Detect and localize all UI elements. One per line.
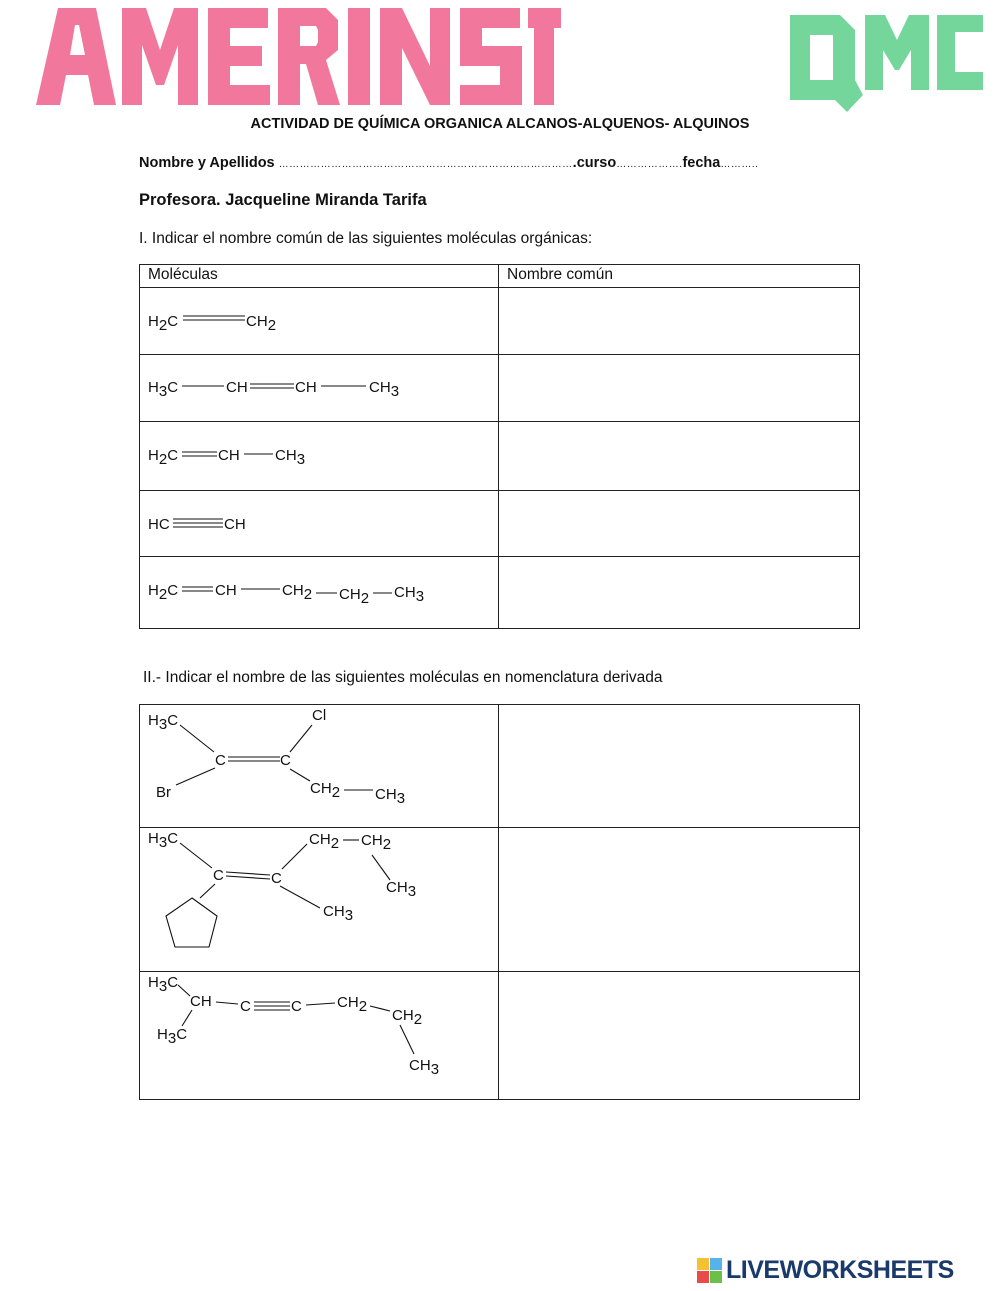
svg-text:Cl: Cl xyxy=(312,707,327,724)
molecule-cell xyxy=(140,422,499,491)
answer-cell[interactable] xyxy=(499,491,860,557)
svg-text:C: C xyxy=(240,998,251,1015)
bromo-chloro-alkene-structure xyxy=(140,705,498,827)
svg-text:CH3: CH3 xyxy=(375,786,406,807)
table-row xyxy=(140,355,860,422)
molecule-cell xyxy=(140,972,499,1100)
molecule-cell xyxy=(140,491,499,557)
col-header-common-name: Nombre común xyxy=(499,265,860,288)
svg-text:C: C xyxy=(271,870,282,887)
svg-text:CH2: CH2 xyxy=(339,586,370,607)
teacher-name: Profesora. Jacqueline Miranda Tarifa xyxy=(139,191,427,209)
answer-cell[interactable] xyxy=(499,288,860,355)
pentene-structure xyxy=(140,557,498,628)
butene-structure xyxy=(140,355,498,421)
svg-text:H3C: H3C xyxy=(148,712,179,733)
answer-cell[interactable] xyxy=(499,705,860,828)
table-row xyxy=(140,557,860,629)
svg-text:C: C xyxy=(213,867,224,884)
svg-text:H3C: H3C xyxy=(148,830,179,851)
molecule-cell xyxy=(140,705,499,828)
svg-text:CH2: CH2 xyxy=(282,582,313,603)
svg-text:CH2: CH2 xyxy=(361,832,392,853)
molecule-cell xyxy=(140,355,499,422)
worksheet-title: ACTIVIDAD DE QUÍMICA ORGANICA ALCANOS-ALQUENOS- ALQUINOS xyxy=(250,116,750,132)
qmc-logo xyxy=(785,0,985,125)
svg-text:HC: HC xyxy=(148,516,170,533)
svg-text:CH: CH xyxy=(218,447,240,464)
svg-text:H2C: H2C xyxy=(148,582,179,603)
ethyne-structure xyxy=(140,491,498,556)
fecha-blank[interactable]: ……….. xyxy=(720,159,759,170)
svg-text:CH2: CH2 xyxy=(246,313,277,334)
svg-text:CH: CH xyxy=(215,582,237,599)
svg-text:H3C: H3C xyxy=(148,379,179,400)
liveworksheets-brand: LIVEWORKSHEETS xyxy=(726,1256,954,1284)
svg-text:CH: CH xyxy=(224,516,246,533)
table-row xyxy=(140,972,860,1100)
svg-text:CH3: CH3 xyxy=(394,584,425,605)
answer-cell[interactable] xyxy=(499,422,860,491)
svg-text:H2C: H2C xyxy=(148,313,179,334)
svg-text:CH2: CH2 xyxy=(310,780,341,801)
svg-text:H3C: H3C xyxy=(157,1026,188,1047)
svg-text:CH2: CH2 xyxy=(337,994,368,1015)
svg-text:CH: CH xyxy=(295,379,317,396)
svg-text:CH3: CH3 xyxy=(275,447,306,468)
col-header-molecules: Moléculas xyxy=(140,265,499,288)
svg-text:CH3: CH3 xyxy=(386,879,417,900)
table-row xyxy=(140,705,860,828)
svg-text:CH3: CH3 xyxy=(409,1057,440,1078)
svg-text:C: C xyxy=(291,998,302,1015)
svg-text:CH2: CH2 xyxy=(392,1007,423,1028)
fecha-label: fecha xyxy=(682,155,721,171)
name-blank[interactable]: ………………………………………………………………………… xyxy=(278,159,573,170)
answer-cell[interactable] xyxy=(499,355,860,422)
svg-text:CH: CH xyxy=(190,993,212,1010)
liveworksheets-logo-icon xyxy=(697,1258,723,1284)
molecule-cell xyxy=(140,288,499,355)
ethene-structure xyxy=(140,288,498,354)
svg-text:CH: CH xyxy=(226,379,248,396)
name-label: Nombre y Apellidos xyxy=(139,155,275,171)
svg-text:H3C: H3C xyxy=(148,974,179,995)
amerinst-logo xyxy=(36,0,561,112)
curso-blank[interactable]: ………………. xyxy=(616,159,683,170)
cyclopentyl-alkene-structure xyxy=(140,828,498,971)
section1-instruction: I. Indicar el nombre común de las siguientes moléculas orgánicas: xyxy=(139,230,593,247)
svg-text:CH3: CH3 xyxy=(369,379,400,400)
svg-text:CH2: CH2 xyxy=(309,831,340,852)
svg-text:H2C: H2C xyxy=(148,447,179,468)
answer-cell[interactable] xyxy=(499,557,860,629)
table-row xyxy=(140,422,860,491)
curso-label: .curso xyxy=(572,155,617,171)
table-row xyxy=(140,491,860,557)
molecule-cell xyxy=(140,828,499,972)
svg-text:C: C xyxy=(215,752,226,769)
common-name-table xyxy=(139,264,860,629)
section2-instruction: II.- Indicar el nombre de las siguientes moléculas en nomenclatura derivada xyxy=(143,669,663,686)
propene-structure xyxy=(140,422,498,490)
heptyne-structure xyxy=(140,972,498,1099)
svg-text:C: C xyxy=(280,752,291,769)
molecule-cell xyxy=(140,557,499,629)
answer-cell[interactable] xyxy=(499,828,860,972)
svg-text:CH3: CH3 xyxy=(323,903,354,924)
student-info-line xyxy=(139,155,758,171)
table-row xyxy=(140,288,860,355)
answer-cell[interactable] xyxy=(499,972,860,1100)
table-row xyxy=(140,828,860,972)
derived-name-table xyxy=(139,704,860,1100)
svg-text:Br: Br xyxy=(156,784,171,801)
